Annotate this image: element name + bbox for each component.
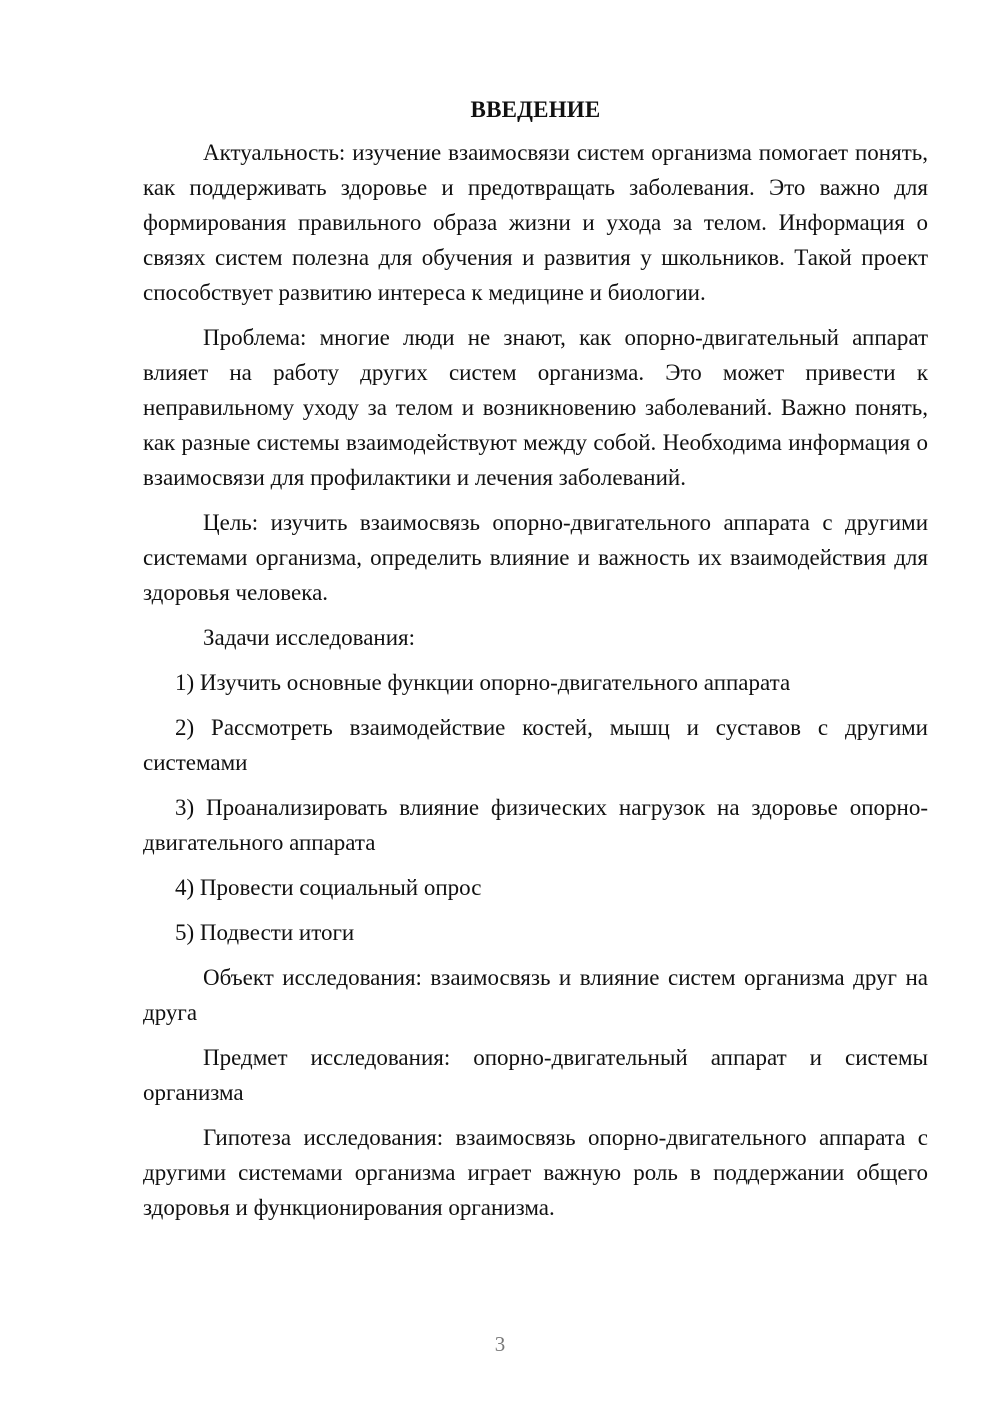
task-item-1: 1) Изучить основные функции опорно-двигательного аппарата (175, 670, 791, 695)
hypothesis-paragraph: Гипотеза исследования: взаимосвязь опорно-двигательного аппарата с другими системами организма играет важную роль в поддержании общего здоровья и функционирования организма. (143, 1125, 928, 1220)
page-number: 3 (494, 1332, 506, 1356)
page-content (143, 92, 928, 1235)
task-item-2: 2) Рассмотреть взаимодействие костей, мышц и суставов с другими системами (143, 715, 928, 775)
tasks-heading: Задачи исследования: (203, 625, 416, 650)
goal-paragraph: Цель: изучить взаимосвязь опорно-двигательного аппарата с другими системами организма, определить влияние и важность их взаимодействия для здоровья человека. (143, 510, 928, 605)
problem-paragraph: Проблема: многие люди не знают, как опорно-двигательный аппарат влияет на работу других систем организма. Это может привести к неправильному уходу за телом и возникновению заболеваний. Важно понять, как разные системы взаимодействуют между собой. Необходима информация о взаимосвязи для профилактики и лечения заболеваний. (143, 325, 928, 490)
task-item-5: 5) Подвести итоги (175, 920, 355, 945)
object-paragraph: Объект исследования: взаимосвязь и влияние систем организма друг на друга (143, 965, 928, 1025)
tasks-list (143, 665, 928, 950)
relevance-paragraph: Актуальность: изучение взаимосвязи систем организма помогает понять, как поддерживать здоровье и предотвращать заболевания. Это важно для формирования правильного образа жизни и ухода за телом. Информация о связях систем полезна для обучения и развития у школьников. Такой проект способствует развитию интереса к медицине и биологии. (143, 140, 928, 305)
section-title: ВВЕДЕНИЕ (470, 97, 601, 122)
subject-paragraph: Предмет исследования: опорно-двигательный аппарат и системы организма (143, 1045, 928, 1105)
task-item-4: 4) Провести социальный опрос (175, 875, 482, 900)
task-item-3: 3) Проанализировать влияние физических нагрузок на здоровье опорно-двигательного аппарата (143, 795, 928, 855)
